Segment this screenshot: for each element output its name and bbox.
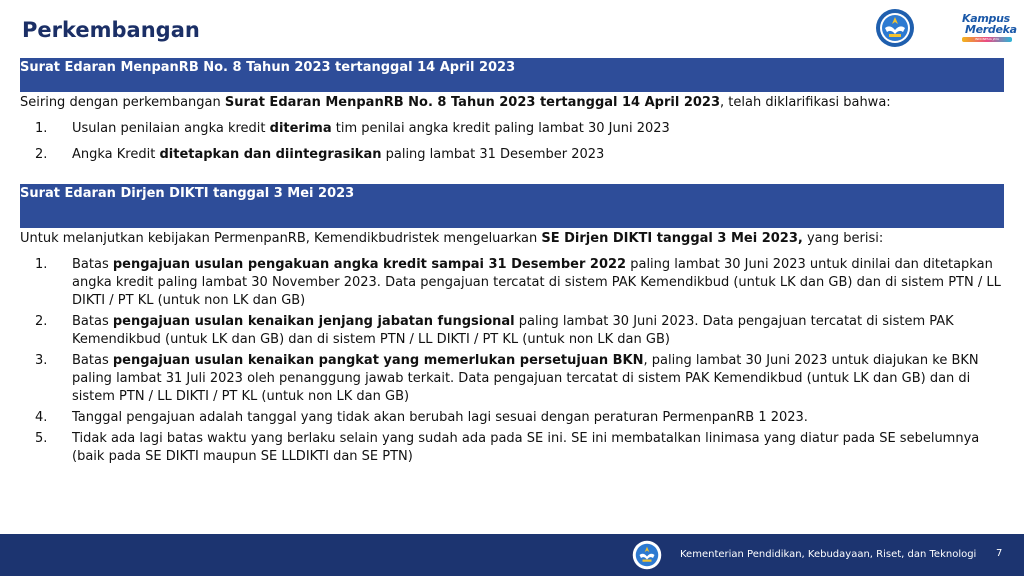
- tut-wuri-handayani-logo: [875, 8, 915, 48]
- list-item: [20, 352, 1004, 406]
- logo-text-merdeka: Merdeka: [965, 23, 1017, 36]
- bold-text-segment: pengajuan usulan kenaikan jenjang jabatan fungsional: [112, 314, 515, 329]
- section2-list: [20, 256, 1004, 469]
- text-segment: yang berisi:: [802, 231, 884, 246]
- text-segment: paling lambat 30 Juni 2023. Data pengajuan tercatat di sistem PAK Kemendikbud (untuk LK dan GB) dan di sistem PTN / LL DIKTI / PT KL (untuk non LK dan GB): [72, 314, 954, 347]
- tut-wuri-handayani-footer-logo: [632, 540, 662, 570]
- text-segment: Tidak ada lagi batas waktu yang berlaku selain yang sudah ada pada SE ini. SE ini membatalkan linimasa yang diatur pada SE sebelumnya (baik pada SE DIKTI maupun SE LLDIKTI dan SE PTN): [72, 431, 980, 464]
- text-segment: tim penilai angka kredit paling lambat 30 Juni 2023: [331, 121, 670, 136]
- bold-text-segment: pengajuan usulan pengakuan angka kredit sampai 31 Desember 2022: [112, 257, 627, 272]
- section2-intro: [20, 230, 1010, 248]
- text-segment: Untuk melanjutkan kebijakan PermenpanRB, Kemendikbudristek mengeluarkan: [20, 231, 542, 246]
- list-item: [20, 313, 1004, 349]
- section-heading-dikti: Surat Edaran Dirjen DIKTI tanggal 3 Mei 2023: [20, 184, 1004, 228]
- list-item-number: 3.: [35, 353, 48, 368]
- list-item: [20, 146, 1004, 164]
- kampus-merdeka-logo: [962, 13, 1016, 47]
- bold-text-segment: diterima: [269, 121, 332, 136]
- text-segment: Usulan penilaian angka kredit: [72, 121, 270, 136]
- list-item: [20, 409, 1004, 427]
- slide-title: Perkembangan: [22, 18, 200, 42]
- text-segment: Batas: [72, 257, 113, 272]
- list-item: [20, 430, 1004, 466]
- text-segment: paling lambat 30 Juni 2023 untuk dinilai dan ditetapkan angka kredit paling lambat 30 November 2023. Data pengajuan tercatat di sistem PAK Kemendikbud (untuk LK dan GB) dan di sistem PTN / LL DIKTI / PT KL (untuk non LK dan GB): [72, 257, 1001, 308]
- bold-text-segment: pengajuan usulan kenaikan pangkat yang memerlukan persetujuan BKN: [112, 353, 644, 368]
- footer-bar: [0, 534, 1024, 576]
- list-item: [20, 256, 1004, 310]
- bold-text-segment: ditetapkan dan diintegrasikan: [159, 147, 382, 162]
- list-item-number: 4.: [35, 410, 48, 425]
- logo-tagline: INDONESIA JAYA: [962, 37, 1012, 42]
- footer-ministry-name: Kementerian Pendidikan, Kebudayaan, Riset, dan Teknologi: [680, 549, 977, 560]
- logo-text-kampus: Kampus: [962, 12, 1010, 25]
- text-segment: , paling lambat 30 Juni 2023 untuk diajukan ke BKN paling lambat 31 Juli 2023 oleh penanggung jawab terkait. Data pengajuan tercatat di sistem PAK Kemendikbud (untuk LK dan GB) dan di sistem PTN / LL DIKTI / PT KL (untuk non LK dan GB): [72, 353, 979, 404]
- list-item-number: 1.: [35, 257, 48, 272]
- text-segment: Seiring dengan perkembangan: [20, 95, 225, 110]
- list-item-number: 5.: [35, 431, 48, 446]
- list-item: [20, 120, 1004, 138]
- list-item-number: 2.: [35, 147, 48, 162]
- text-segment: , telah diklarifikasi bahwa:: [720, 95, 891, 110]
- list-item-number: 1.: [35, 121, 48, 136]
- list-item-number: 2.: [35, 314, 48, 329]
- bold-text-segment: Surat Edaran MenpanRB No. 8 Tahun 2023 tertanggal 14 April 2023: [224, 95, 721, 110]
- section1-intro: [20, 94, 1010, 112]
- text-segment: Angka Kredit: [72, 147, 160, 162]
- bold-text-segment: SE Dirjen DIKTI tanggal 3 Mei 2023,: [541, 231, 803, 246]
- text-segment: Batas: [72, 314, 113, 329]
- text-segment: Tanggal pengajuan adalah tanggal yang tidak akan berubah lagi sesuai dengan peraturan PermenpanRB 1 2023.: [72, 410, 808, 425]
- section-heading-menpanrb: Surat Edaran MenpanRB No. 8 Tahun 2023 tertanggal 14 April 2023: [20, 58, 1004, 92]
- text-segment: Batas: [72, 353, 113, 368]
- section1-list: [20, 120, 1004, 172]
- text-segment: paling lambat 31 Desember 2023: [381, 147, 605, 162]
- page-number: 7: [996, 548, 1003, 559]
